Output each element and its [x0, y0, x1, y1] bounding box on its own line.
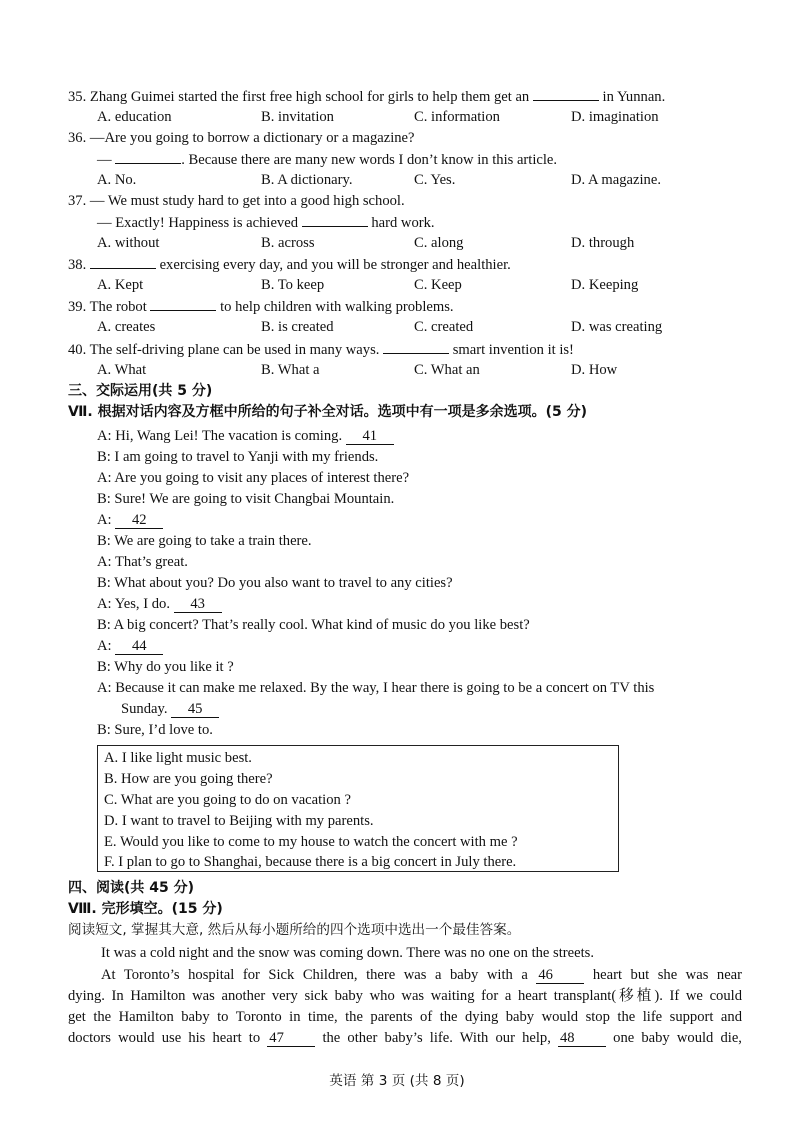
part-instruction: Ⅶ. 根据对话内容及方框中所给的句子补全对话。选项中有一项是多余选项。(5 分)	[68, 404, 588, 420]
question-text: The self-driving plane can be used in many ways.	[89, 342, 380, 358]
dialogue-line: B: Sure! We are going to visit Changbai Mountain.	[97, 491, 395, 507]
dialogue-line	[97, 594, 222, 615]
dialogue-line: A: That’s great.	[97, 554, 188, 570]
question-36	[68, 128, 415, 149]
question-text: Zhang Guimei started the first free high school for girls to help them get an	[89, 89, 530, 105]
dialogue-line: A: Are you going to visit any places of interest there?	[97, 470, 410, 486]
question-40	[68, 339, 574, 361]
option-b: B. To keep	[261, 277, 325, 293]
box-option-c: C. What are you going to do on vacation ?	[104, 792, 351, 808]
question-text: in Yunnan.	[602, 89, 666, 105]
blank-number: 47	[267, 1030, 315, 1047]
passage-line	[68, 1028, 742, 1049]
dialogue-line	[97, 636, 163, 657]
option-d: D. was creating	[571, 319, 663, 335]
blank-number: 43	[174, 596, 222, 613]
answer-blank	[150, 296, 216, 311]
option-d: D. through	[571, 235, 635, 251]
answer-blank	[115, 149, 181, 164]
option-c: C. information	[414, 109, 500, 125]
box-option-d: D. I want to travel to Beijing with my parents.	[104, 813, 374, 829]
passage-text: heart but she was near	[592, 967, 743, 983]
question-text: — Exactly! Happiness is achieved	[97, 215, 299, 231]
question-text: to help children with walking problems.	[220, 299, 454, 315]
reading-instruction: 阅读短文, 掌握其大意, 然后从每小题所给的四个选项中选出一个最佳答案。	[68, 922, 521, 938]
question-37	[68, 191, 405, 212]
option-a: A. creates	[97, 319, 156, 335]
passage-text: At Toronto’s hospital for Sick Children, there was a baby with a	[101, 967, 528, 983]
question-35	[68, 86, 665, 108]
answer-blank	[90, 254, 156, 269]
option-d: D. How	[571, 362, 618, 378]
option-c: C. created	[414, 319, 474, 335]
question-38	[68, 254, 511, 276]
dialogue-text: A:	[97, 512, 112, 528]
passage-text: doctors would use his heart to	[68, 1030, 261, 1046]
option-b: B. What a	[261, 362, 320, 378]
option-a: A. No.	[97, 172, 137, 188]
option-d: D. Keeping	[571, 277, 639, 293]
question-36-line2	[97, 149, 557, 171]
blank-number: 44	[115, 638, 163, 655]
passage-paragraph: It was a cold night and the snow was coming down. There was no one on the streets.	[101, 945, 594, 961]
option-c: C. along	[414, 235, 464, 251]
option-c: C. Yes.	[414, 172, 456, 188]
option-b: B. A dictionary.	[261, 172, 353, 188]
option-a: A. What	[97, 362, 147, 378]
box-option-e: E. Would you like to come to my house to watch the concert with me ?	[104, 834, 518, 850]
section-title: 四、阅读(共 45 分)	[68, 880, 195, 896]
answer-blank	[383, 339, 449, 354]
part-instruction: Ⅷ. 完形填空。(15 分)	[68, 901, 223, 917]
dialogue-text: Sunday.	[121, 701, 168, 717]
passage-line	[101, 965, 742, 986]
blank-number: 42	[115, 512, 163, 529]
blank-number: 41	[346, 428, 394, 445]
question-number: 36.	[68, 130, 87, 146]
option-b: B. across	[261, 235, 315, 251]
dialogue-line: B: What about you? Do you also want to travel to any cities?	[97, 575, 453, 591]
question-text: —Are you going to borrow a dictionary or a magazine?	[89, 130, 415, 146]
option-a: A. Kept	[97, 277, 144, 293]
question-number: 37.	[68, 193, 87, 209]
option-b: B. is created	[261, 319, 334, 335]
question-text: smart invention it is!	[452, 342, 574, 358]
dialogue-text: A: Yes, I do.	[97, 596, 170, 612]
dialogue-line: B: Sure, I’d love to.	[97, 722, 213, 738]
question-text: —	[97, 152, 112, 168]
blank-number: 46	[536, 967, 584, 984]
question-text: hard work.	[371, 215, 435, 231]
page-footer: 英语 第 3 页 (共 8 页)	[329, 1073, 465, 1089]
box-option-a: A. I like light music best.	[104, 750, 252, 766]
dialogue-line	[97, 510, 163, 531]
dialogue-line: B: We are going to take a train there.	[97, 533, 312, 549]
dialogue-text: A:	[97, 638, 112, 654]
section-title: 三、交际运用(共 5 分)	[68, 383, 213, 399]
question-number: 39.	[68, 299, 87, 315]
option-d: D. imagination	[571, 109, 659, 125]
passage-line: dying. In Hamilton was another very sick baby who was waiting for a heart transplant(移植). If we could	[68, 988, 742, 1004]
question-text: exercising every day, and you will be stronger and healthier.	[159, 257, 511, 273]
option-a: A. education	[97, 109, 172, 125]
option-c: C. Keep	[414, 277, 462, 293]
question-39	[68, 296, 454, 318]
dialogue-line: B: Why do you like it ?	[97, 659, 234, 675]
passage-line: get the Hamilton baby to Toronto in time, the parents of the dying baby would stop the life support and	[68, 1009, 742, 1025]
question-number: 40.	[68, 342, 87, 358]
passage-text: one baby would die,	[613, 1030, 742, 1046]
question-37-line2	[97, 212, 435, 234]
question-number: 38.	[68, 257, 87, 273]
dialogue-text: A: Hi, Wang Lei! The vacation is coming.	[97, 428, 343, 444]
dialogue-line	[121, 699, 219, 720]
box-option-b: B. How are you going there?	[104, 771, 273, 787]
box-option-f: F. I plan to go to Shanghai, because there is a big concert in July there.	[104, 854, 517, 870]
option-c: C. What an	[414, 362, 480, 378]
question-text: . Because there are many new words I don’t know in this article.	[181, 152, 558, 168]
option-d: D. A magazine.	[571, 172, 661, 188]
question-text: The robot	[89, 299, 147, 315]
blank-number: 45	[171, 701, 219, 718]
answer-blank	[533, 86, 599, 101]
passage-text: the other baby’s life. With our help,	[322, 1030, 551, 1046]
question-number: 35.	[68, 89, 87, 105]
option-a: A. without	[97, 235, 160, 251]
dialogue-line: B: A big concert? That’s really cool. What kind of music do you like best?	[97, 617, 530, 633]
dialogue-line: B: I am going to travel to Yanji with my friends.	[97, 449, 379, 465]
blank-number: 48	[558, 1030, 606, 1047]
question-text: — We must study hard to get into a good high school.	[89, 193, 405, 209]
answer-blank	[302, 212, 368, 227]
dialogue-line	[97, 426, 394, 447]
dialogue-line: A: Because it can make me relaxed. By the way, I hear there is going to be a concert on TV this	[97, 680, 655, 696]
options-box	[97, 745, 619, 872]
option-b: B. invitation	[261, 109, 334, 125]
